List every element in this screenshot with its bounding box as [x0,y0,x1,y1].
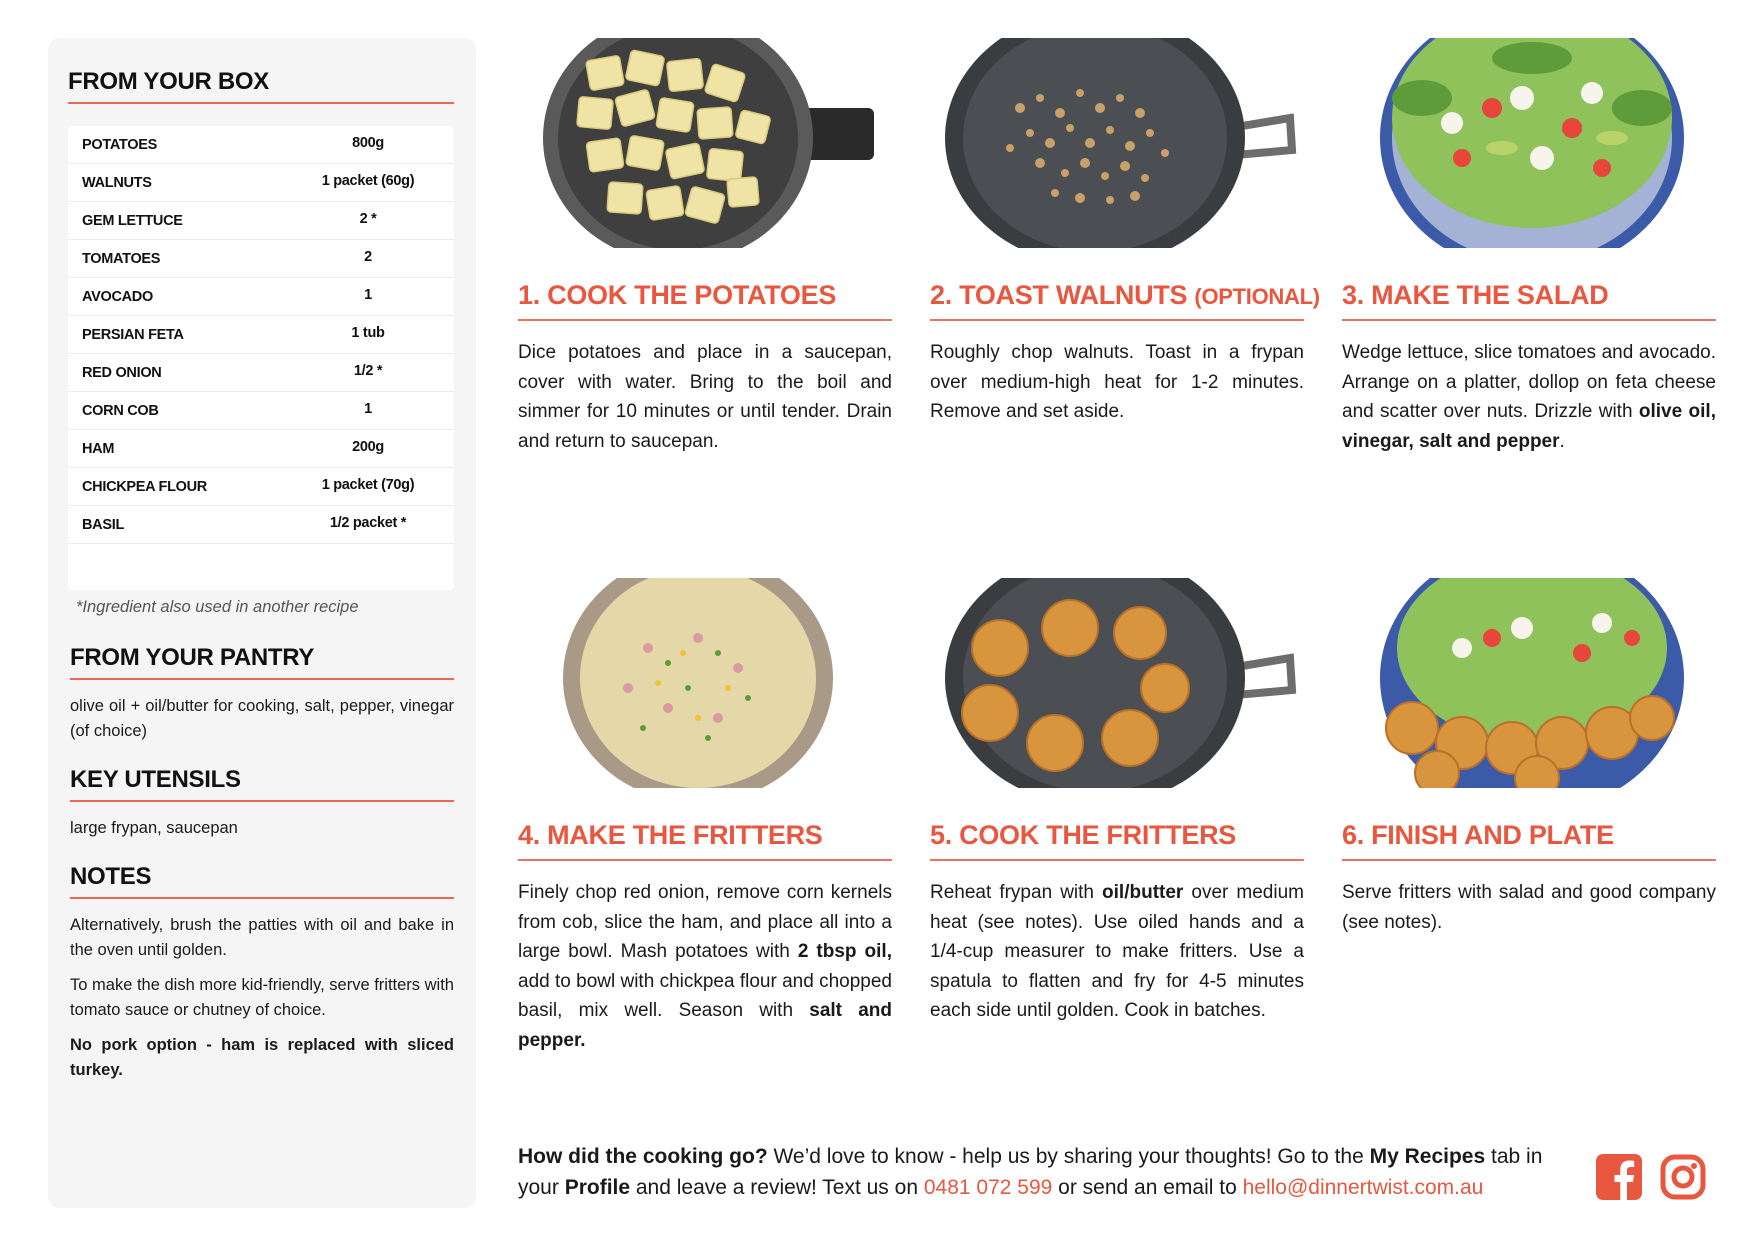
footer-text-4: or send an email to [1052,1176,1243,1199]
footer-text-1: We’d love to know - help us by sharing your thoughts! Go to the [767,1145,1370,1168]
footer-text-2: tab in your [518,1145,1543,1199]
ingredient-qty: 1 [364,401,372,417]
saucepan-potatoes-image [518,38,892,248]
step-4 [518,578,892,1051]
ingredient-name: CHICKPEA FLOUR [82,479,207,495]
ingredient-qty: 1 packet (70g) [321,477,415,493]
pantry-title: FROM YOUR PANTRY [70,644,454,680]
ingredients-sidebar [48,38,476,1208]
step-6-title: 6. FINISH AND PLATE [1342,820,1716,861]
table-row [68,164,454,202]
facebook-icon[interactable] [1596,1154,1642,1200]
step-2-title [930,280,1320,321]
step-4-body-bold: 2 tbsp oil, [797,941,892,962]
ingredient-name: TOMATOES [82,251,161,267]
step-4-body [518,878,892,1055]
table-row [68,430,454,468]
plated-fritters-salad-image [1342,578,1716,788]
step-1 [518,38,892,458]
step-3-body-end: . [1559,430,1565,452]
ingredient-name: PERSIAN FETA [82,327,184,343]
step-4-body-bold-2: salt and pepper. [518,1000,892,1051]
step-4-title: 4. MAKE THE FRITTERS [518,820,892,861]
step-3 [1342,38,1716,458]
ingredient-qty: 2 [364,249,372,265]
table-row [68,240,454,278]
ingredient-qty: 1 tub [351,325,385,341]
note-3: No pork option - ham is replaced with sliced turkey. [70,1036,454,1079]
table-row [68,316,454,354]
step-1-body: Dice potatoes and place in a saucepan, cover with water. Bring to the boil and simmer for 10 minutes or until tender. Drain and return to saucepan. [518,342,892,452]
frypan-walnuts-image [930,38,1304,248]
step-2-body: Roughly chop walnuts. Toast in a frypan over medium-high heat for 1-2 minutes. Remove and set aside. [930,342,1304,422]
phone-link[interactable]: 0481 072 599 [923,1176,1053,1199]
ingredient-qty: 1/2 * [353,363,383,379]
step-5-body-text-2: over medium heat (see notes). Use oiled hands and a 1/4-cup measurer to make fritters. Use a spatula to flatten and fry for 4-5 minutes each side until golden. Cook in batches. [930,882,1304,1021]
note-1: Alternatively, brush the patties with oil and bake in the oven until golden. [70,916,454,959]
step-4-body-text-2: add to bowl with chickpea flour and chopped basil, mix well. Season with [518,970,892,1021]
step-2-title-optional: (OPTIONAL) [1194,284,1320,309]
footer-question: How did the cooking go? [518,1145,768,1168]
step-3-body-text: Wedge lettuce, slice tomatoes and avocado. Arrange on a platter, dollop on feta cheese and scatter over nuts. Drizzle with [1342,342,1716,422]
step-5-body-text: Reheat frypan with [930,882,1103,903]
step-3-title: 3. MAKE THE SALAD [1342,280,1716,321]
step-5-photo [930,578,1304,788]
notes-title: NOTES [70,863,454,899]
instagram-icon[interactable] [1660,1154,1706,1200]
email-link[interactable]: hello@dinnertwist.com.au [1242,1176,1484,1199]
utensils-title: KEY UTENSILS [70,766,454,802]
step-5-body-bold: oil/butter [1102,882,1184,903]
salad-platter-image [1342,38,1716,248]
from-your-box-title: FROM YOUR BOX [68,68,454,104]
step-1-photo [518,38,892,248]
step-6 [1342,578,1716,998]
ingredient-qty: 2 * [359,211,377,227]
ingredient-qty: 1 packet (60g) [321,173,415,189]
feedback-footer [518,1141,1568,1203]
step-4-photo [518,578,892,788]
ingredient-qty: 1/2 packet * [329,515,407,531]
step-6-body: Serve fritters with salad and good company (see notes). [1342,882,1716,933]
table-row [68,468,454,506]
pantry-text: olive oil + oil/butter for cooking, salt, pepper, vinegar (of choice) [70,697,454,740]
table-row [68,126,454,164]
ingredient-note: *Ingredient also used in another recipe [76,598,359,616]
fritter-mix-bowl-image [518,578,892,788]
my-recipes-label: My Recipes [1369,1145,1486,1168]
ingredients-table [68,126,454,590]
profile-label: Profile [564,1176,631,1199]
step-6-photo [1342,578,1716,788]
step-5 [930,578,1304,1021]
step-1-title: 1. COOK THE POTATOES [518,280,892,321]
step-5-title: 5. COOK THE FRITTERS [930,820,1304,861]
ingredient-name: HAM [82,441,115,457]
step-2 [930,38,1320,458]
footer-text-3: and leave a review! Text us on [630,1176,924,1199]
step-3-body-bold: olive oil, vinegar, salt and pepper [1342,401,1716,452]
step-3-photo [1342,38,1716,248]
ingredient-qty: 200g [352,439,384,455]
table-row [68,506,454,544]
ingredient-qty: 1 [364,287,372,303]
ingredient-name: POTATOES [82,137,157,153]
ingredient-name: BASIL [82,517,125,533]
ingredient-name: CORN COB [82,403,159,419]
ingredient-name: AVOCADO [82,289,153,305]
frypan-fritters-image [930,578,1304,788]
ingredient-qty: 800g [352,135,384,151]
table-row [68,354,454,392]
ingredient-name: RED ONION [82,365,162,381]
step-2-photo [930,38,1304,248]
table-row [68,392,454,430]
step-2-title-text: 2. TOAST WALNUTS [930,280,1188,310]
table-row [68,202,454,240]
ingredient-name: WALNUTS [82,175,152,191]
step-5-body [930,878,1304,1026]
note-2: To make the dish more kid-friendly, serve fritters with tomato sauce or chutney of choice. [70,976,454,1019]
ingredient-name: GEM LETTUCE [82,213,183,229]
step-3-body [1342,338,1716,456]
utensils-text: large frypan, saucepan [70,819,238,837]
step-4-body-text: Finely chop red onion, remove corn kernels from cob, slice the ham, and place all into a large bowl. Mash potatoes with [518,882,892,962]
table-row [68,278,454,316]
